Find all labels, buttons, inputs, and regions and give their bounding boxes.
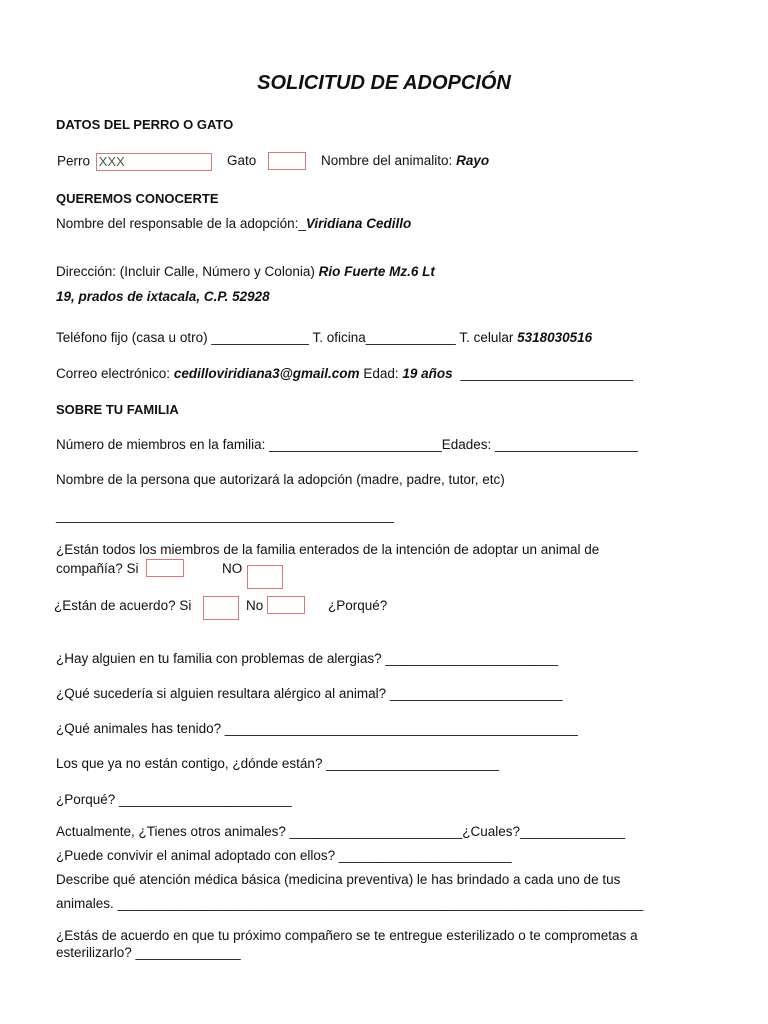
convivir-question[interactable]: ¿Puede convivir el animal adoptado con ellos? _______________________ [56,848,512,863]
perro-input[interactable]: XXX [96,153,212,171]
direccion-label: Dirección: (Incluir Calle, Número y Colonia) [56,264,315,279]
responsable-label: Nombre del responsable de la adopción:_ [56,216,306,231]
perro-row [57,153,212,171]
esteril-answer-line[interactable]: esterilizarlo? ______________ [56,945,241,960]
enterados-question: ¿Están todos los miembros de la familia enterados de la intención de adoptar un animal de [56,542,600,557]
correo-value[interactable]: cedilloviridiana3@gmail.com [173,366,360,381]
celular-value[interactable]: 5318030516 [517,330,593,345]
porque-question[interactable]: ¿Porqué? _______________________ [56,792,292,807]
edad-line[interactable]: _______________________ [460,366,634,381]
correo-row [56,366,633,381]
animal-name-label: Nombre del animalito: [321,153,453,168]
direccion-value-1[interactable]: Rio Fuerte Mz.6 Lt [318,264,435,279]
alergias-question[interactable]: ¿Hay alguien en tu familia con problemas de alergias? _______________________ [56,651,559,666]
miembros-question[interactable]: Número de miembros en la familia: _______________________Edades: ___________________ [56,437,638,452]
section-heading-meet: QUEREMOS CONOCERTE [56,191,219,206]
acuerdo-no-label: No [246,598,264,613]
acuerdo-no-checkbox[interactable] [267,596,305,614]
direccion-value-2[interactable]: 19, prados de ixtacala, C.P. 52928 [56,289,270,304]
animal-name-value[interactable]: Rayo [456,153,490,168]
donde-question[interactable]: Los que ya no están contigo, ¿dónde están? _______________________ [56,756,499,771]
autoriza-question: Nombre de la persona que autorizará la adopción (madre, padre, tutor, etc) [56,472,505,487]
medica-answer-line[interactable]: animales. ______________________________________________________________________ [56,896,644,911]
gato-row [227,153,256,168]
edad-value[interactable]: 19 años [402,366,453,381]
edad-label: Edad: [363,366,399,381]
page-title: SOLICITUD DE ADOPCIÓN [257,72,511,94]
responsable-value[interactable]: Viridiana Cedillo [305,216,412,231]
animales-question[interactable]: ¿Qué animales has tenido? _______________________________________________ [56,721,578,736]
animal-name-row [321,153,489,168]
telefono-label: Teléfono fijo (casa u otro) _____________ T. oficina____________ T. celular [56,330,514,345]
acuerdo-porque-label: ¿Porqué? [328,598,388,613]
gato-label: Gato [227,153,257,168]
correo-label: Correo electrónico: [56,366,171,381]
otros-animales-question[interactable]: Actualmente, ¿Tienes otros animales? _______________________¿Cuales?______________ [56,824,626,839]
section-heading-pet: DATOS DEL PERRO O GATO [56,117,234,132]
acuerdo-si-checkbox[interactable] [203,596,239,620]
section-heading-family: SOBRE TU FAMILIA [56,402,179,417]
perro-label: Perro [57,153,91,169]
telefono-row [56,330,592,345]
acuerdo-si-label: ¿Están de acuerdo? Si [54,598,192,613]
autoriza-line[interactable]: _____________________________________________ [56,508,394,523]
enterados-si-label: compañía? Si [56,561,139,576]
alergico-question[interactable]: ¿Qué sucedería si alguien resultara alérgico al animal? _______________________ [56,686,563,701]
enterados-no-label: NO [222,561,243,576]
enterados-no-checkbox[interactable] [247,565,283,589]
medica-question: Describe qué atención médica básica (medicina preventiva) le has brindado a cada uno de tus [56,872,621,887]
enterados-si-checkbox[interactable] [146,559,184,577]
gato-checkbox[interactable] [268,152,306,170]
responsable-row [56,216,411,231]
esteril-question: ¿Estás de acuerdo en que tu próximo compañero se te entregue esterilizado o te comprometas a [56,928,638,943]
direccion-row [56,264,435,279]
